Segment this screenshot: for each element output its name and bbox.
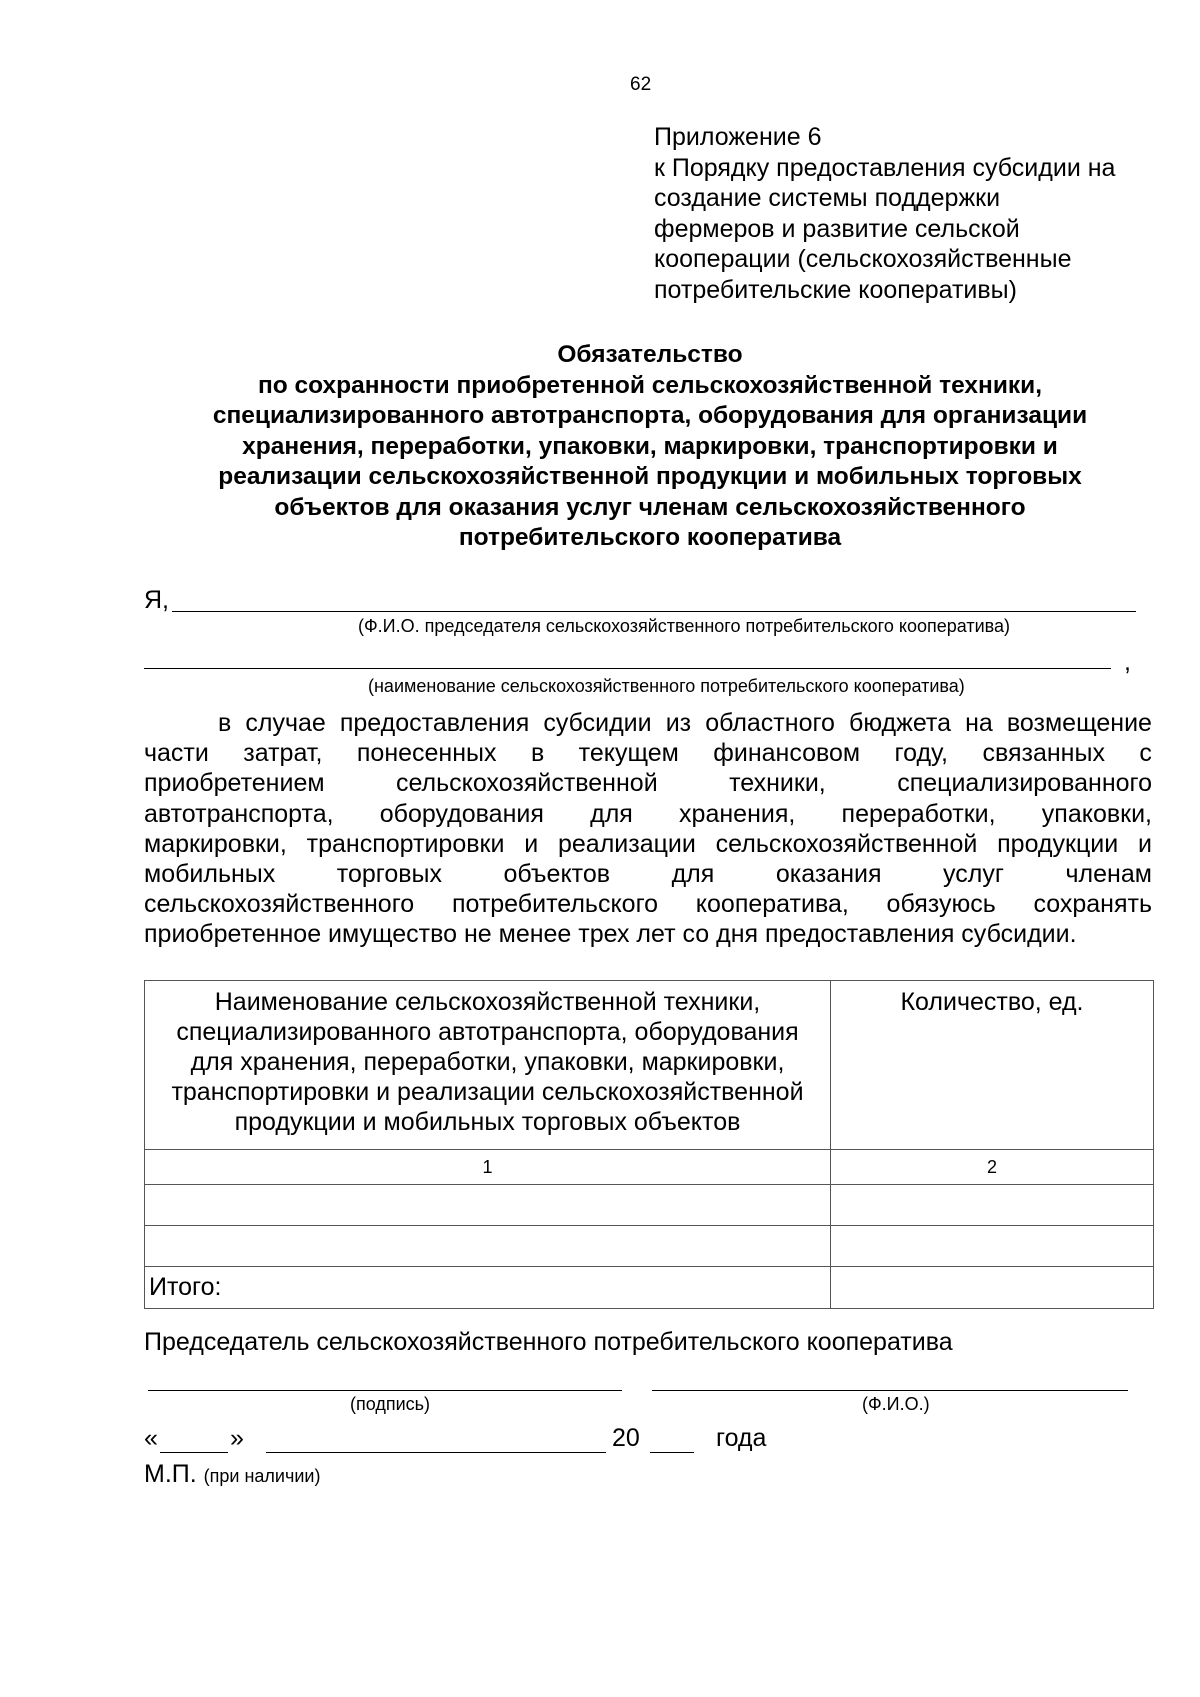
para-word: продукции xyxy=(997,829,1119,858)
comma: , xyxy=(1124,648,1131,676)
header-name-cell xyxy=(145,981,831,1150)
year-prefix: 20 xyxy=(612,1424,640,1452)
para-word: в xyxy=(218,709,232,737)
signature-caption: (подпись) xyxy=(350,1394,431,1414)
para-word: затрат, xyxy=(243,739,323,768)
para-word: и xyxy=(524,829,539,858)
appendix-line: Приложение 6 xyxy=(654,123,822,151)
para-word: техники, xyxy=(729,769,826,798)
para-word: оборудования xyxy=(379,799,544,828)
para-word: маркировки, xyxy=(144,829,287,858)
para-line xyxy=(144,919,1152,949)
declarant-prefix: Я, xyxy=(144,586,169,614)
equipment-table xyxy=(144,980,1154,1309)
header-line: Количество, ед. xyxy=(900,988,1084,1016)
appendix-line: кооперации (сельскохозяйственные xyxy=(654,245,1072,273)
page-number: 62 xyxy=(630,74,652,95)
column-number: 1 xyxy=(145,1150,831,1185)
signature-line[interactable] xyxy=(148,1390,622,1391)
appendix-line: фермеров и развитие сельской xyxy=(654,214,1020,243)
para-word: случае xyxy=(245,709,326,737)
para-word: сельскохозяйственной xyxy=(395,769,658,798)
para-word: реализации xyxy=(557,829,696,858)
day-line[interactable] xyxy=(160,1452,228,1453)
header-line: транспортировки и реализации сельскохозяйственной xyxy=(171,1078,804,1106)
document-title xyxy=(140,340,1160,554)
appendix-line: к Порядку предоставления субсидии на xyxy=(654,153,1116,182)
para-line xyxy=(144,738,1152,768)
title-line: реализации сельскохозяйственной продукции и мобильных торговых xyxy=(218,463,1082,490)
table-row xyxy=(145,1185,1154,1226)
header-line: специализированного автотранспорта, оборудования xyxy=(176,1018,799,1046)
para-word: кооператива, xyxy=(695,890,849,919)
chairman-label: Председатель сельскохозяйственного потребительского кооператива xyxy=(144,1328,953,1356)
para-word: сельскохозяйственного xyxy=(144,890,415,919)
appendix-reference xyxy=(654,122,1174,305)
para-word: финансовом xyxy=(713,739,861,768)
appendix-line: потребительские кооперативы) xyxy=(654,275,1017,304)
table-cell-name[interactable] xyxy=(145,1185,831,1226)
table-cell-qty[interactable] xyxy=(831,1226,1154,1267)
para-word: сохранять xyxy=(1033,890,1152,919)
year-line[interactable] xyxy=(650,1452,694,1453)
para-word: в xyxy=(530,739,545,768)
para-word: сельскохозяйственной xyxy=(715,829,978,858)
fio-caption: (Ф.И.О.) xyxy=(862,1394,930,1414)
chairman-name-caption: (Ф.И.О. председателя сельскохозяйственного потребительского кооператива) xyxy=(358,616,1011,636)
header-line: продукции и мобильных торговых объектов xyxy=(234,1108,741,1136)
para-line xyxy=(144,829,1152,859)
para-line xyxy=(144,889,1152,919)
para-word: из xyxy=(665,709,692,737)
para-text: приобретенное имущество не менее трех лет со дня предоставления субсидии. xyxy=(144,920,1077,949)
title-line: Обязательство xyxy=(557,341,743,368)
total-row xyxy=(145,1267,1154,1309)
title-line: потребительского кооператива xyxy=(458,524,842,551)
para-word: на xyxy=(965,709,993,737)
para-word: возмещение xyxy=(1006,709,1152,737)
para-word: транспортировки xyxy=(306,829,505,858)
stamp-label xyxy=(144,1460,320,1489)
para-word: для xyxy=(590,799,633,828)
column-number-row xyxy=(145,1150,1154,1185)
para-word: торговых xyxy=(336,860,442,889)
para-word: бюджета xyxy=(849,709,952,737)
para-word: обязуюсь xyxy=(886,890,996,919)
para-line xyxy=(144,768,1152,798)
para-word: приобретением xyxy=(144,769,325,798)
para-word: текущем xyxy=(578,739,679,768)
table-row xyxy=(145,1226,1154,1267)
para-word: потребительского xyxy=(451,890,659,919)
commitment-paragraph xyxy=(144,708,1152,950)
header-line: для хранения, переработки, упаковки, маркировки, xyxy=(190,1048,785,1076)
stamp-text: М.П. xyxy=(144,1460,197,1488)
table-header-row xyxy=(145,981,1154,1150)
para-line xyxy=(144,708,1152,738)
month-line[interactable] xyxy=(266,1452,606,1453)
column-number: 2 xyxy=(831,1150,1154,1185)
cooperative-name-line[interactable] xyxy=(144,668,1111,669)
title-line: по сохранности приобретенной сельскохозяйственной техники, xyxy=(257,371,1043,399)
para-word: мобильных xyxy=(144,860,276,889)
para-word: переработки, xyxy=(841,799,996,828)
para-word: понесенных xyxy=(356,739,497,768)
para-word: субсидии xyxy=(543,709,652,737)
header-line: Наименование сельскохозяйственной техники, xyxy=(214,988,761,1016)
para-word: оказания xyxy=(775,860,882,889)
cooperative-name-caption: (наименование сельскохозяйственного потребительского кооператива) xyxy=(368,676,965,696)
table-cell-name[interactable] xyxy=(145,1226,831,1267)
chairman-fio-line[interactable] xyxy=(652,1390,1128,1391)
para-word: году, xyxy=(894,739,949,768)
quote-open: « xyxy=(144,1424,158,1452)
para-word: хранения, xyxy=(679,799,796,828)
para-word: специализированного xyxy=(897,769,1152,798)
appendix-line: создание системы поддержки xyxy=(654,184,1001,212)
para-word: упаковки, xyxy=(1041,799,1152,828)
quote-close: » xyxy=(230,1424,244,1452)
title-line: хранения, переработки, упаковки, маркировки, транспортировки и xyxy=(242,432,1058,460)
para-word: услуг xyxy=(943,860,1004,889)
para-word: с xyxy=(1139,739,1152,768)
para-word: автотранспорта, xyxy=(144,799,334,828)
year-suffix: года xyxy=(716,1424,767,1452)
para-line xyxy=(144,799,1152,829)
para-word: для xyxy=(671,860,715,889)
title-line: объектов для оказания услуг членам сельскохозяйственного xyxy=(274,493,1026,521)
chairman-name-line[interactable] xyxy=(172,611,1136,612)
para-word: членам xyxy=(1065,860,1152,889)
stamp-note: (при наличии) xyxy=(203,1466,321,1486)
para-word: предоставления xyxy=(339,709,530,737)
para-word: объектов xyxy=(503,860,611,889)
table-cell-qty[interactable] xyxy=(831,1185,1154,1226)
total-label: Итого: xyxy=(145,1267,831,1309)
para-word: и xyxy=(1138,829,1152,858)
para-word: связанных xyxy=(982,739,1105,768)
para-word: областного xyxy=(705,709,835,737)
total-qty-cell[interactable] xyxy=(831,1267,1154,1309)
para-word: части xyxy=(144,739,209,768)
para-line xyxy=(144,859,1152,889)
header-qty-cell xyxy=(831,981,1154,1150)
title-line: специализированного автотранспорта, оборудования для организации xyxy=(212,402,1088,429)
